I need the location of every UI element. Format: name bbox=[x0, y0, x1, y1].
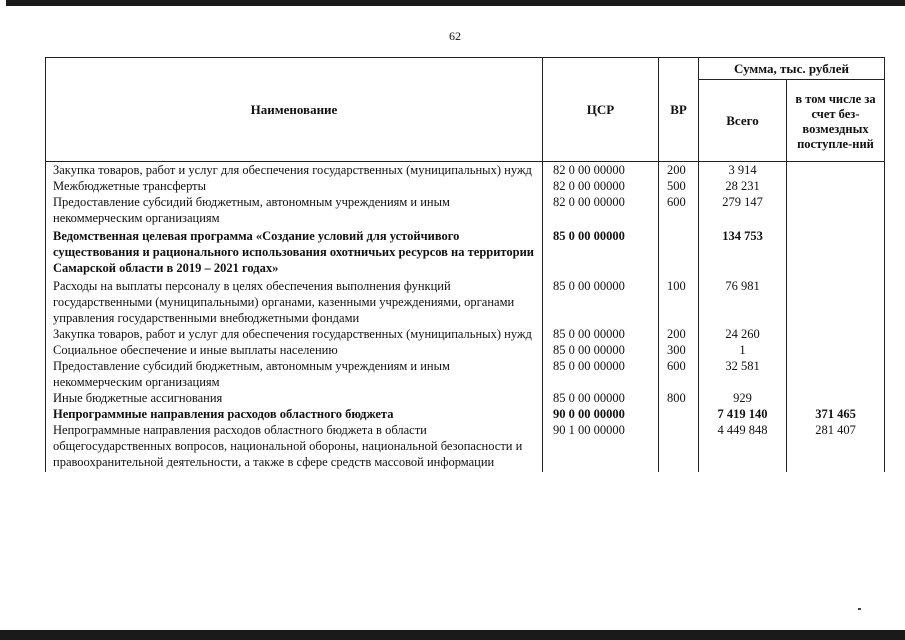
budget-table-container bbox=[45, 57, 884, 472]
row-total: 929 bbox=[699, 390, 787, 406]
row-free-funds bbox=[787, 162, 885, 179]
row-free-funds: 371 465 bbox=[787, 406, 885, 422]
row-free-funds bbox=[787, 194, 885, 226]
header-name: Наименование bbox=[46, 58, 543, 162]
row-name: Расходы на выплаты персоналу в целях обеспечения выполнения функций государственными (муниципальными) органами, казенными учреждениями, органами управления государственными внебюджетными фондами bbox=[46, 276, 543, 326]
table-row bbox=[46, 358, 885, 390]
table-row-section-header bbox=[46, 406, 885, 422]
header-total: Всего bbox=[699, 80, 787, 162]
row-free-funds bbox=[787, 342, 885, 358]
row-total: 76 981 bbox=[699, 276, 787, 326]
row-free-funds bbox=[787, 178, 885, 194]
row-total: 4 449 848 bbox=[699, 422, 787, 472]
row-free-funds bbox=[787, 276, 885, 326]
table-row bbox=[46, 326, 885, 342]
row-vr bbox=[659, 226, 699, 276]
row-csr: 85 0 00 00000 bbox=[543, 342, 659, 358]
row-name: Предоставление субсидий бюджетным, автономным учреждениям и иным некоммерческим организациям bbox=[46, 194, 543, 226]
table-row-program-header bbox=[46, 226, 885, 276]
row-name: Межбюджетные трансферты bbox=[46, 178, 543, 194]
budget-table bbox=[45, 57, 885, 472]
row-total: 134 753 bbox=[699, 226, 787, 276]
table-row bbox=[46, 178, 885, 194]
row-vr: 100 bbox=[659, 276, 699, 326]
row-free-funds bbox=[787, 326, 885, 342]
scan-speck bbox=[858, 608, 861, 610]
scan-bottom-border bbox=[0, 630, 905, 640]
row-csr: 90 1 00 00000 bbox=[543, 422, 659, 472]
table-row bbox=[46, 276, 885, 326]
row-name: Социальное обеспечение и иные выплаты населению bbox=[46, 342, 543, 358]
table-row bbox=[46, 194, 885, 226]
row-free-funds bbox=[787, 390, 885, 406]
table-body bbox=[46, 162, 885, 473]
page-number: 62 bbox=[449, 29, 461, 43]
scan-top-border bbox=[6, 0, 905, 6]
row-vr: 600 bbox=[659, 194, 699, 226]
row-vr bbox=[659, 422, 699, 472]
table-row bbox=[46, 422, 885, 472]
row-vr: 300 bbox=[659, 342, 699, 358]
row-vr: 200 bbox=[659, 326, 699, 342]
row-name: Иные бюджетные ассигнования bbox=[46, 390, 543, 406]
row-csr: 82 0 00 00000 bbox=[543, 162, 659, 179]
row-name: Закупка товаров, работ и услуг для обеспечения государственных (муниципальных) нужд bbox=[46, 326, 543, 342]
table-row bbox=[46, 342, 885, 358]
row-free-funds bbox=[787, 226, 885, 276]
row-total: 28 231 bbox=[699, 178, 787, 194]
table-row bbox=[46, 162, 885, 179]
row-name: Предоставление субсидий бюджетным, автономным учреждениям и иным некоммерческим организациям bbox=[46, 358, 543, 390]
row-name: Непрограммные направления расходов областного бюджета bbox=[46, 406, 543, 422]
row-total: 7 419 140 bbox=[699, 406, 787, 422]
row-total: 24 260 bbox=[699, 326, 787, 342]
row-total: 1 bbox=[699, 342, 787, 358]
row-name: Непрограммные направления расходов областного бюджета в области общегосударственных вопросов, национальной обороны, национальной безопасности и правоохранительной деятельности, а также в сфере средств массовой информации bbox=[46, 422, 543, 472]
row-total: 279 147 bbox=[699, 194, 787, 226]
row-csr: 85 0 00 00000 bbox=[543, 226, 659, 276]
row-vr: 200 bbox=[659, 162, 699, 179]
row-name: Закупка товаров, работ и услуг для обеспечения государственных (муниципальных) нужд bbox=[46, 162, 543, 179]
row-name: Ведомственная целевая программа «Создание условий для устойчивого существования и рационального использования охотничьих ресурсов на территории Самарской области в 2019 – 2021 годах» bbox=[46, 226, 543, 276]
table-header bbox=[46, 58, 885, 162]
row-csr: 82 0 00 00000 bbox=[543, 194, 659, 226]
header-free-funds: в том числе за счет без-возмездных поступле-ний bbox=[787, 80, 885, 162]
row-total: 32 581 bbox=[699, 358, 787, 390]
header-vr: ВР bbox=[659, 58, 699, 162]
row-csr: 85 0 00 00000 bbox=[543, 326, 659, 342]
row-vr bbox=[659, 406, 699, 422]
row-csr: 85 0 00 00000 bbox=[543, 390, 659, 406]
header-csr: ЦСР bbox=[543, 58, 659, 162]
row-free-funds bbox=[787, 358, 885, 390]
row-vr: 800 bbox=[659, 390, 699, 406]
header-amount-group: Сумма, тыс. рублей bbox=[699, 58, 885, 80]
table-row bbox=[46, 390, 885, 406]
row-vr: 600 bbox=[659, 358, 699, 390]
row-csr: 82 0 00 00000 bbox=[543, 178, 659, 194]
row-csr: 85 0 00 00000 bbox=[543, 276, 659, 326]
row-vr: 500 bbox=[659, 178, 699, 194]
row-csr: 90 0 00 00000 bbox=[543, 406, 659, 422]
row-free-funds: 281 407 bbox=[787, 422, 885, 472]
row-csr: 85 0 00 00000 bbox=[543, 358, 659, 390]
row-total: 3 914 bbox=[699, 162, 787, 179]
